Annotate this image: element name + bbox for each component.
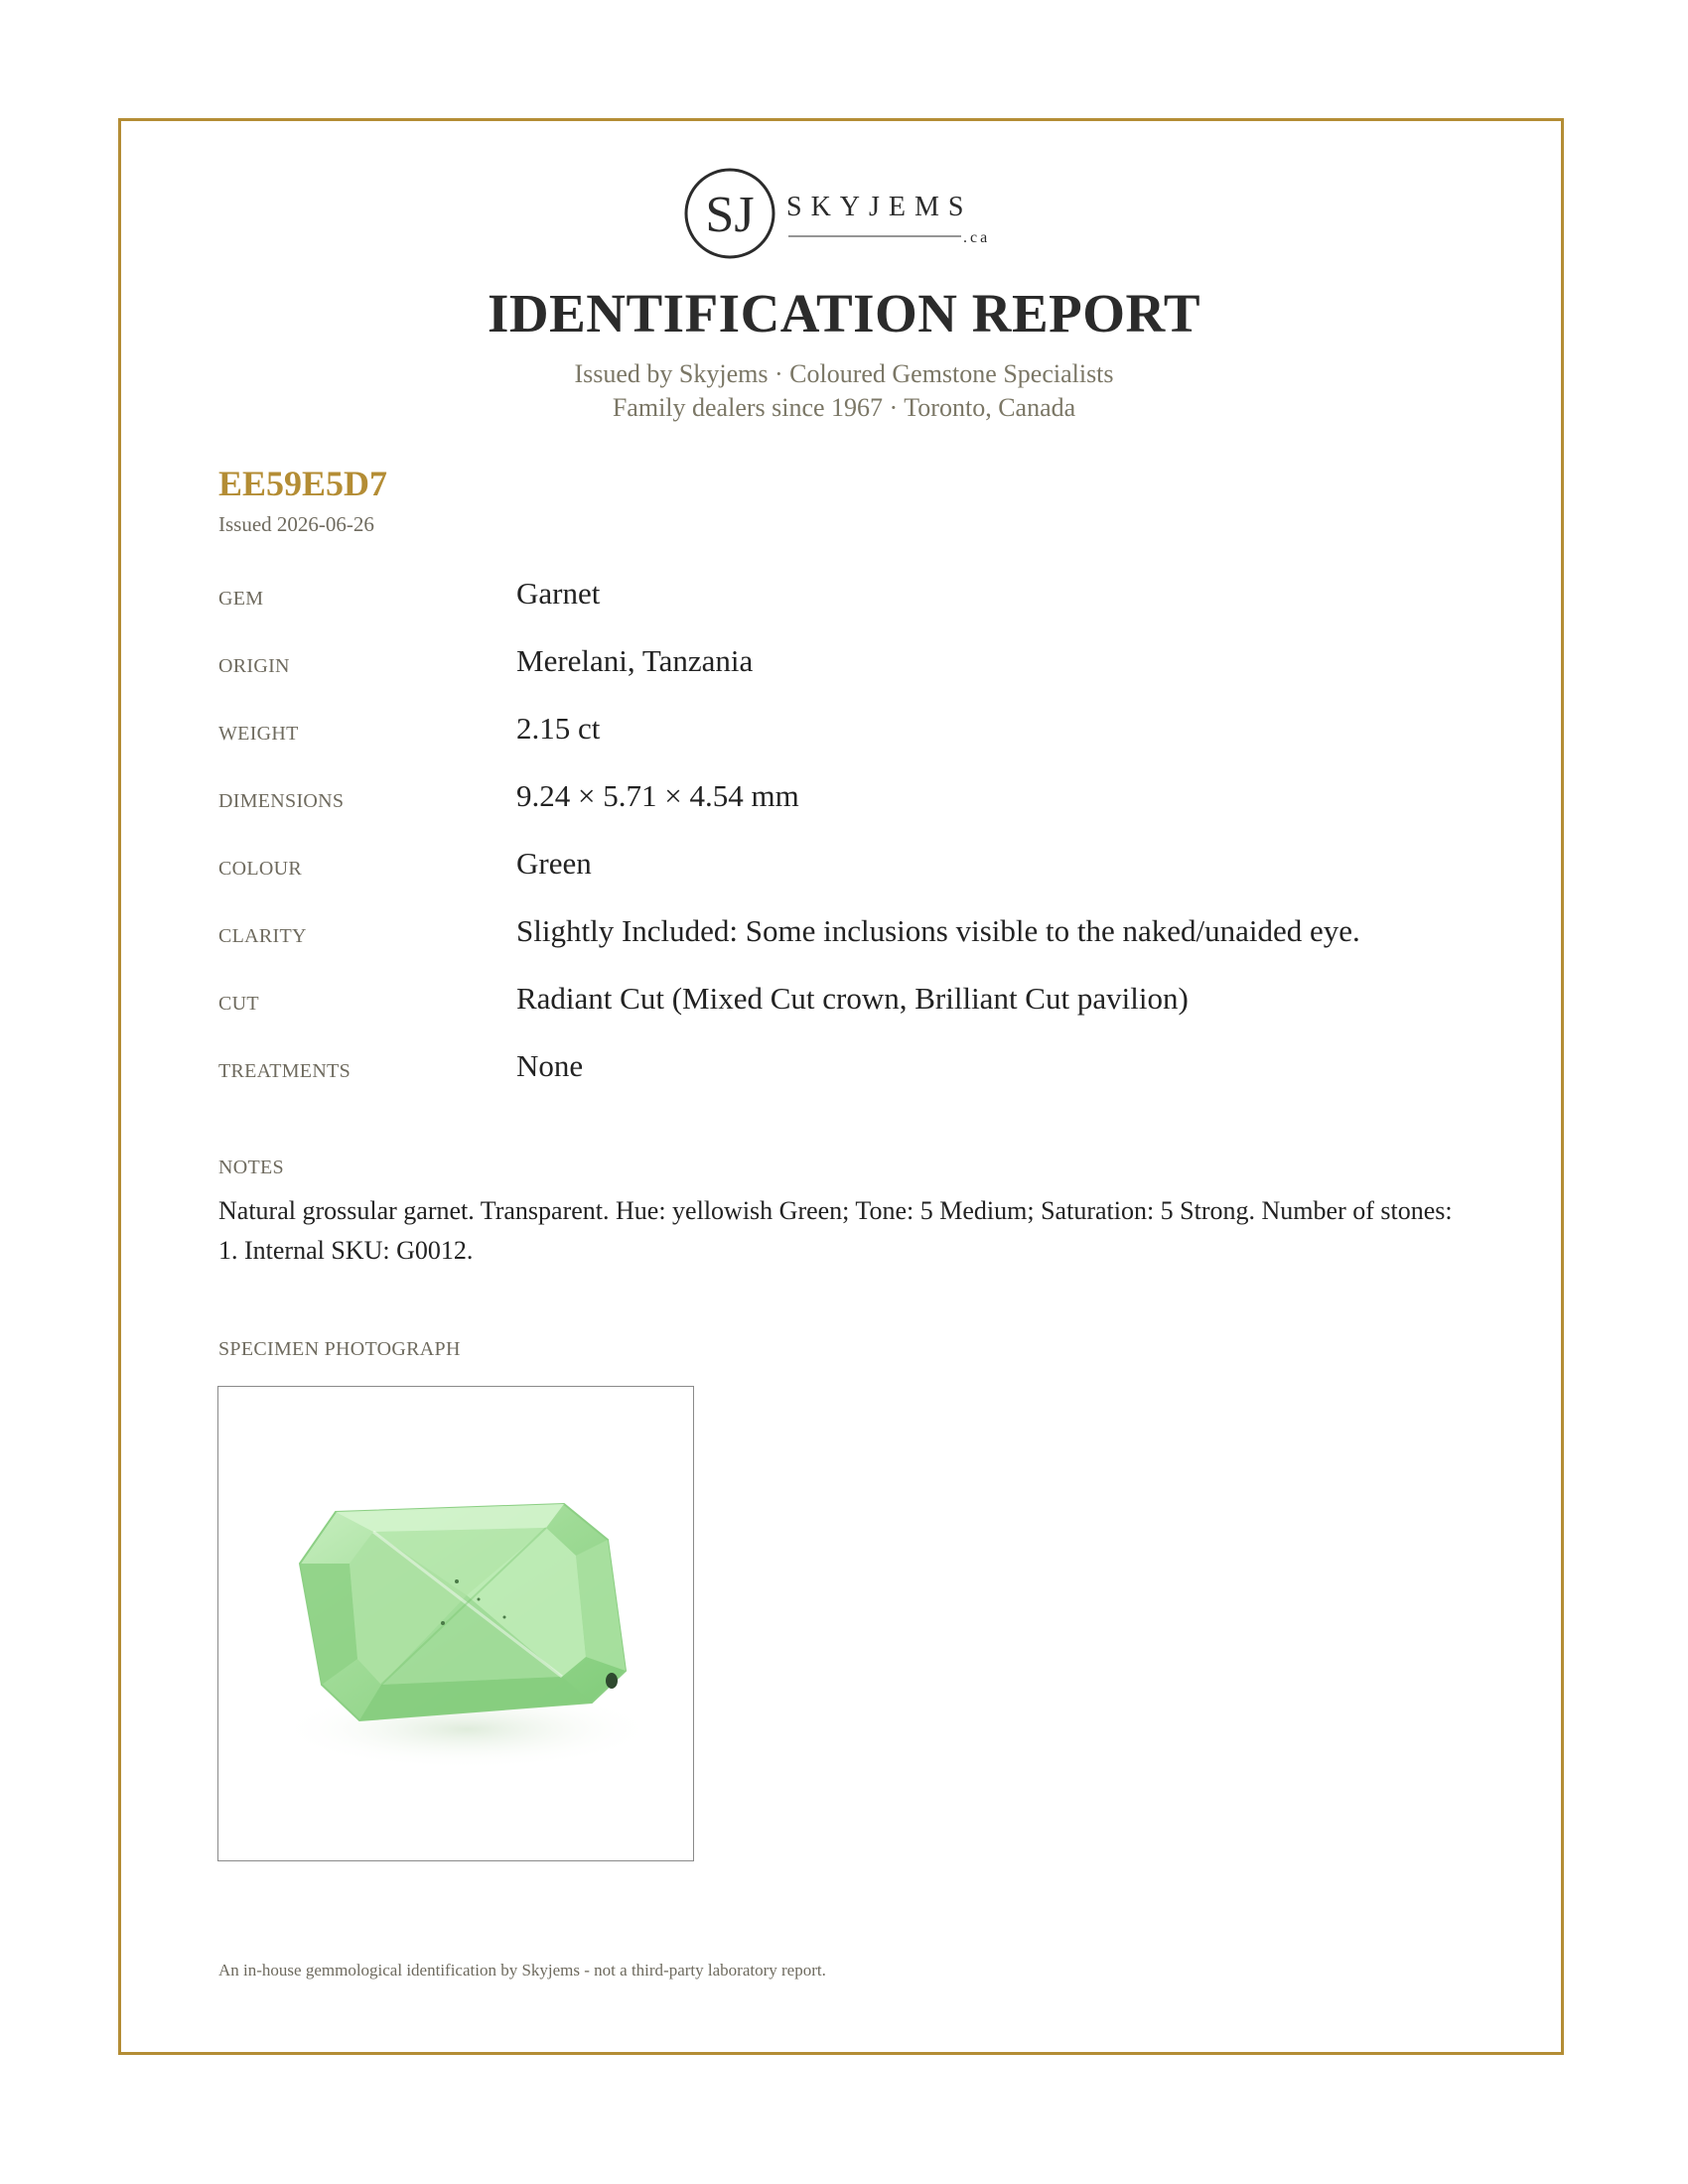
field-row-clarity xyxy=(218,913,1499,981)
logo-domain: .ca xyxy=(963,229,991,246)
field-label: COLOUR xyxy=(218,858,303,880)
field-label: DIMENSIONS xyxy=(218,790,345,812)
field-label: WEIGHT xyxy=(218,723,299,745)
field-row-dimensions xyxy=(218,778,1499,846)
field-label: TREATMENTS xyxy=(218,1060,351,1082)
logo-monogram: SJ xyxy=(705,187,755,243)
field-value: Slightly Included: Some inclusions visible to the naked/unaided eye. xyxy=(516,913,1360,948)
field-value: 2.15 ct xyxy=(516,711,601,746)
gemstone-image xyxy=(218,1387,692,1859)
field-row-cut xyxy=(218,981,1499,1048)
field-value: None xyxy=(516,1048,584,1083)
notes-text: Natural grossular garnet. Transparent. Hue: yellowish Green; Tone: 5 Medium; Saturation: 5 Strong. Number of stones: 1. Internal SKU: G0012. xyxy=(218,1196,1453,1265)
field-value: Merelani, Tanzania xyxy=(516,643,754,678)
field-label: CUT xyxy=(218,993,259,1015)
field-row-colour xyxy=(218,846,1499,913)
report-title: IDENTIFICATION REPORT xyxy=(487,283,1201,343)
field-label: GEM xyxy=(218,588,264,610)
field-value: Green xyxy=(516,846,592,881)
issuer-line-1: Issued by Skyjems · Coloured Gemstone Specialists xyxy=(574,359,1114,388)
specimen-photograph xyxy=(217,1386,694,1861)
field-row-treatments xyxy=(218,1048,1499,1116)
field-value: 9.24 × 5.71 × 4.54 mm xyxy=(516,778,799,813)
photo-label: SPECIMEN PHOTOGRAPH xyxy=(218,1338,461,1360)
field-value: Garnet xyxy=(516,576,601,611)
field-value: Radiant Cut (Mixed Cut crown, Brilliant Cut pavilion) xyxy=(516,981,1189,1016)
field-label: ORIGIN xyxy=(218,655,290,677)
skyjems-logo xyxy=(683,164,1011,263)
field-row-weight xyxy=(218,711,1499,778)
field-row-gem xyxy=(218,576,1499,643)
field-label: CLARITY xyxy=(218,925,307,947)
specification-fields xyxy=(218,576,1499,1116)
report-id: EE59E5D7 xyxy=(218,464,388,503)
issuer-line-2: Family dealers since 1967 · Toronto, Canada xyxy=(612,393,1076,422)
logo-wordmark: SKYJEMS xyxy=(786,192,973,222)
footer-disclaimer: An in-house gemmological identification by Skyjems - not a third-party laboratory report. xyxy=(218,1961,826,1979)
notes-label: NOTES xyxy=(218,1157,284,1178)
field-row-origin xyxy=(218,643,1499,711)
issue-date: Issued 2026-06-26 xyxy=(218,512,374,536)
